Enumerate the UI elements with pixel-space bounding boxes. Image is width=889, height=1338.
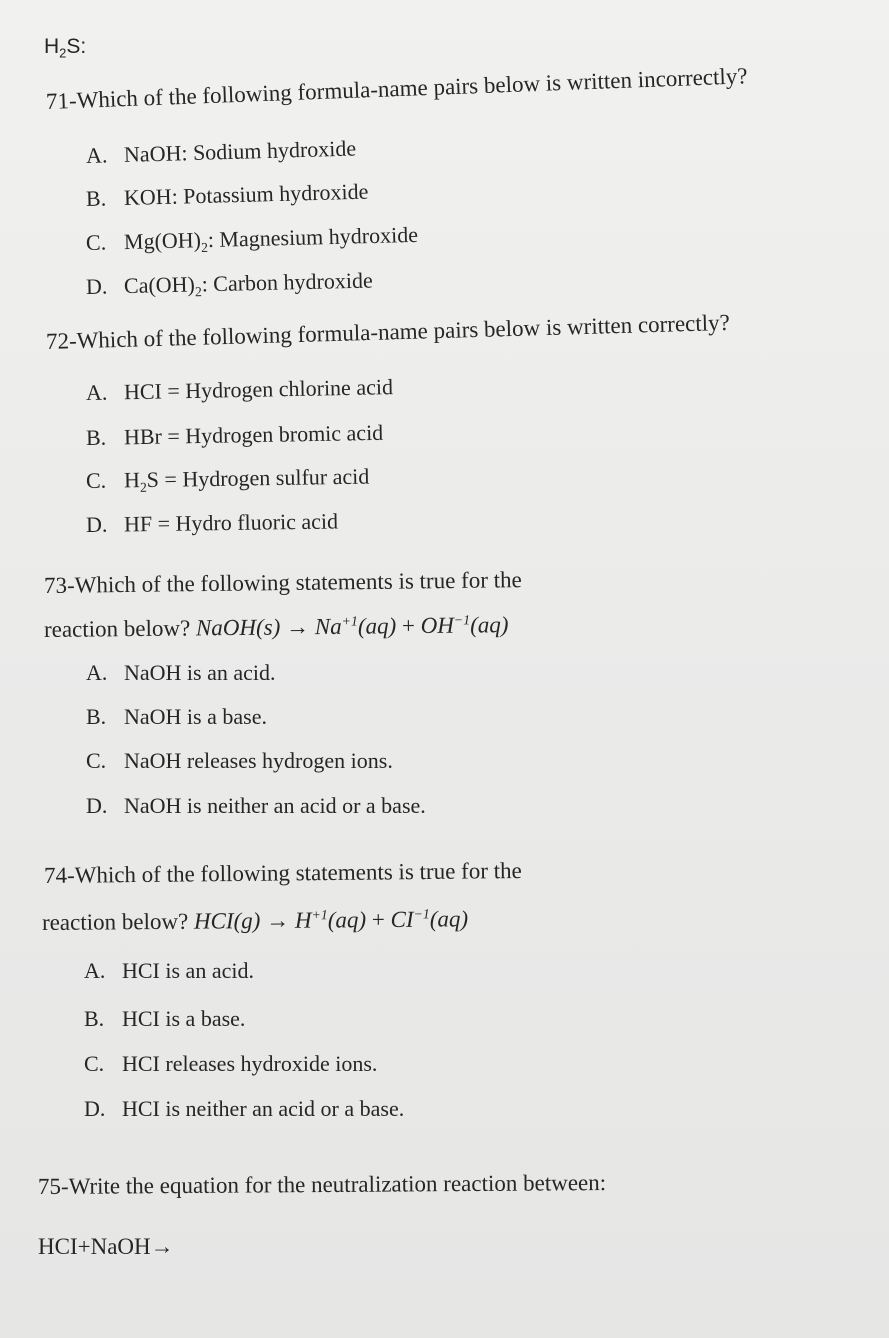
- q74-option-a[interactable]: [84, 960, 254, 982]
- q75-equation[interactable]: HCI+NaOH→: [38, 1234, 174, 1259]
- eq-plus: +: [371, 907, 385, 933]
- option-letter: C.: [86, 748, 107, 773]
- option-letter: D.: [85, 273, 108, 299]
- option-letter: C.: [85, 229, 107, 255]
- h2s-tail: S:: [66, 35, 87, 58]
- question-74-line-2: [42, 907, 468, 934]
- eq-state-2: (aq): [470, 612, 509, 638]
- question-text: reaction below?: [43, 615, 191, 642]
- option-subscript: 2: [200, 239, 209, 255]
- q74-option-d[interactable]: [84, 1098, 404, 1120]
- option-text: HCI is neither an acid or a base.: [122, 1096, 405, 1121]
- option-text: HCI = Hydrogen chlorine acid: [123, 374, 394, 405]
- question-71: 71-Which of the following formula-name pairs below is written incorrectly?: [45, 63, 748, 114]
- q73-option-a[interactable]: [86, 662, 276, 684]
- eq-state-1: (aq): [357, 613, 397, 639]
- option-letter: B.: [86, 704, 107, 729]
- option-formula: Mg(OH): [123, 227, 202, 255]
- option-text: NaOH releases hydrogen ions.: [124, 748, 393, 773]
- q71-option-d[interactable]: [86, 269, 373, 298]
- option-subscript: 2: [139, 479, 147, 495]
- option-text: KOH: Potassium hydroxide: [123, 178, 369, 211]
- option-letter: A.: [85, 142, 108, 168]
- option-text: S = Hydrogen sulfur acid: [146, 463, 370, 493]
- option-letter: B.: [85, 424, 107, 450]
- q73-option-d[interactable]: [86, 795, 426, 817]
- option-text: NaOH is a base.: [124, 704, 267, 729]
- question-73-line-2: [44, 613, 509, 641]
- question-75: 75-Write the equation for the neutralization reaction between:: [37, 1170, 607, 1199]
- q72-option-a[interactable]: [86, 376, 393, 404]
- option-text: HCI is a base.: [122, 1006, 246, 1031]
- h2s-symbol: H: [44, 35, 60, 58]
- option-text: NaOH is an acid.: [124, 660, 276, 685]
- option-letter: C.: [85, 467, 107, 493]
- option-letter: A.: [84, 958, 106, 983]
- eq-state-2: (aq): [429, 906, 469, 932]
- q74-option-c[interactable]: [84, 1053, 377, 1075]
- option-letter: D.: [85, 511, 108, 537]
- q72-option-c[interactable]: [85, 463, 370, 495]
- question-74-line-1: 74-Which of the following statements is true for the: [43, 857, 522, 888]
- option-text: : Magnesium hydroxide: [207, 221, 419, 253]
- eq-reactant: HCI(g): [193, 908, 261, 934]
- q73-option-c[interactable]: [86, 750, 393, 772]
- q74-option-b[interactable]: [84, 1008, 245, 1030]
- option-text: HCI is an acid.: [122, 958, 254, 983]
- question-text: reaction below?: [41, 908, 189, 935]
- eq-plus: +: [401, 613, 416, 639]
- eq-charge-2: −1: [413, 906, 430, 922]
- eq-charge-2: −1: [453, 612, 471, 628]
- reaction-equation-73: [196, 612, 509, 640]
- eq-product-2: CI: [390, 906, 414, 932]
- option-formula: H: [123, 467, 141, 493]
- eq-charge-1: +1: [311, 907, 328, 923]
- option-letter: C.: [84, 1051, 105, 1076]
- option-subscript: 2: [194, 284, 202, 300]
- option-text: HF = Hydro fluoric acid: [123, 508, 339, 537]
- eq-reactant: NaOH(s): [195, 614, 281, 641]
- option-text: : Carbon hydroxide: [201, 267, 373, 297]
- option-text: HCI releases hydroxide ions.: [122, 1051, 378, 1076]
- eq-product-1: H: [294, 907, 312, 933]
- eq-charge-1: +1: [341, 613, 358, 629]
- eq-product-1: Na: [314, 613, 342, 640]
- reaction-arrow: →: [266, 907, 290, 934]
- eq-product-2: OH: [420, 612, 455, 639]
- reaction-equation-74: [194, 906, 468, 933]
- q71-option-c[interactable]: [85, 221, 419, 255]
- question-72: 72-Which of the following formula-name pairs below is written correctly?: [45, 309, 731, 354]
- option-formula: Ca(OH): [123, 271, 196, 299]
- h2s-subscript: 2: [59, 45, 67, 61]
- option-text: NaOH: Sodium hydroxide: [123, 135, 357, 167]
- reaction-arrow: →: [285, 614, 310, 640]
- q71-option-a[interactable]: [86, 137, 357, 167]
- eq-state-1: (aq): [327, 907, 367, 933]
- option-letter: A.: [86, 660, 108, 685]
- q71-option-b[interactable]: [85, 178, 369, 211]
- option-letter: D.: [84, 1096, 106, 1121]
- q73-option-b[interactable]: [86, 706, 267, 728]
- option-text: HBr = Hydrogen bromic acid: [123, 419, 384, 450]
- q72-option-b[interactable]: [85, 419, 384, 450]
- q72-option-d[interactable]: [86, 510, 338, 536]
- header-h2s: [44, 35, 87, 61]
- option-letter: D.: [86, 793, 108, 818]
- question-73-line-1: 73-Which of the following statements is true for the: [43, 567, 522, 598]
- option-text: NaOH is neither an acid or a base.: [124, 793, 426, 818]
- option-letter: A.: [85, 379, 108, 405]
- option-letter: B.: [85, 185, 107, 211]
- option-letter: B.: [84, 1006, 105, 1031]
